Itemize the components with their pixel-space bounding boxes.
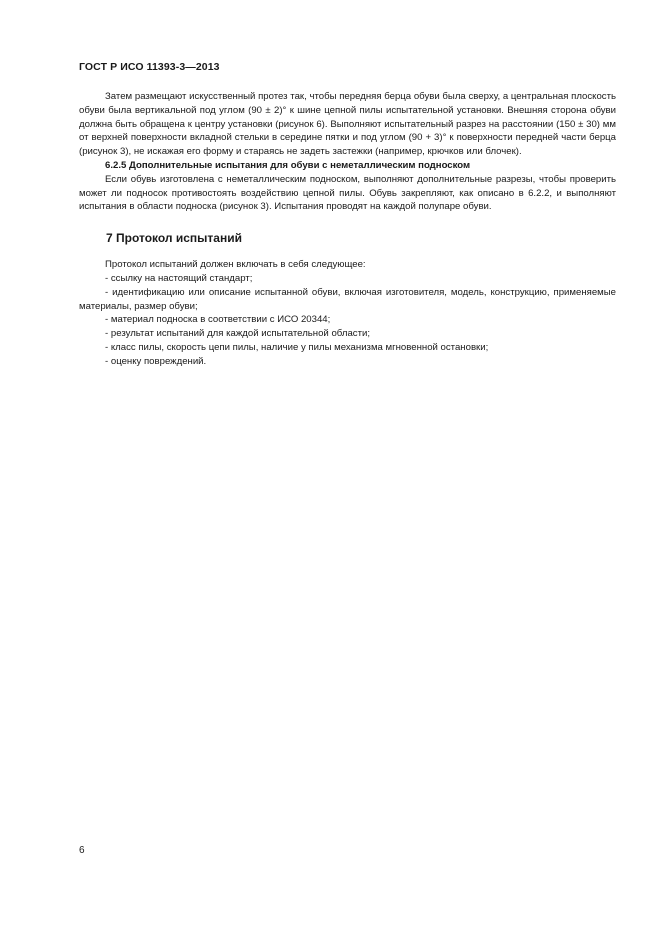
paragraph-non-metallic-toecap: Если обувь изготовлена с неметаллическим подноском, выполняют дополнительные разрезы, чтобы проверить может ли подносок противостоять воздействию цепной пилы. Обувь закрепляют, как описано в 6.2.2, и выполняют испытания в области подноска (рисунок 3). Испытания проводят на каждой полупаре обуви. [79, 173, 616, 213]
document-header: ГОСТ Р ИСО 11393-3—2013 [79, 61, 220, 73]
list-item: - идентификацию или описание испытанной обуви, включая изготовителя, модель, конструкцию, применяемые материалы, размер обуви; [79, 286, 616, 312]
subsection-heading-6-2-5: 6.2.5 Дополнительные испытания для обуви с неметаллическим подноском [105, 159, 471, 171]
page-number: 6 [79, 845, 85, 856]
list-item: - ссылку на настоящий стандарт; [105, 272, 253, 284]
list-item: - результат испытаний для каждой испытательной области; [105, 328, 371, 340]
document-body [79, 90, 616, 369]
paragraph-report-intro: Протокол испытаний должен включать в себя следующее: [105, 259, 366, 271]
paragraph-prosthesis-placement: Затем размещают искусственный протез так, чтобы передняя берца обуви была сверху, а центральная плоскость обуви была вертикальной под углом (90 ± 2)° к шине цепной пилы испытательной установки. Внешняя сторона обуви должна быть обращена к центру установки (рисунок 6). Выполняют испытательный разрез на расстоянии (150 ± 30) мм от верхней поверхности вкладной стельки в середине пятки и под углом (90 + 3)° к поверхности передней части берца (рисунок 3), не искажая его форму и стараясь не задеть застежки (например, крючков или блочек). [79, 91, 616, 158]
list-item: - материал подноска в соответствии с ИСО 20344; [105, 314, 331, 326]
list-item: - класс пилы, скорость цепи пилы, наличие у пилы механизма мгновенной остановки; [105, 341, 489, 353]
section-title-test-report: 7 Протокол испытаний [106, 231, 242, 246]
list-item: - оценку повреждений. [105, 355, 207, 367]
